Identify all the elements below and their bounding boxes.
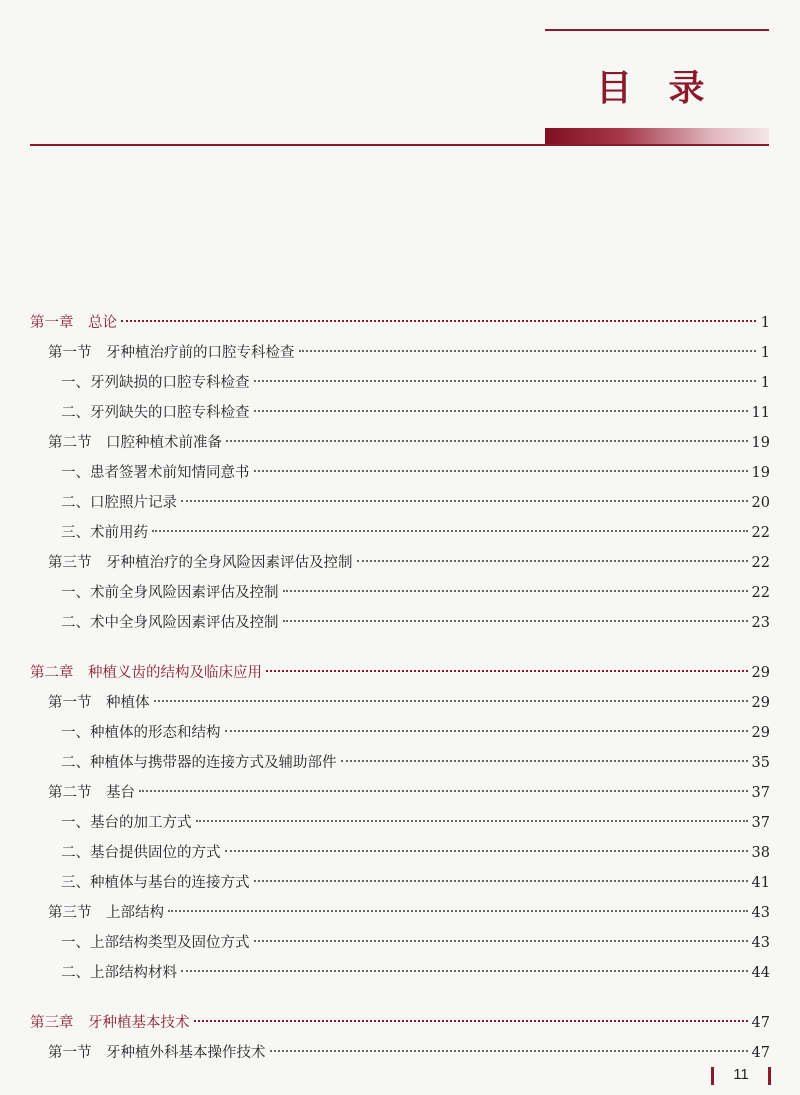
dot-leader [254, 380, 757, 382]
toc-entry-page: 43 [751, 905, 770, 921]
toc-sub-entry[interactable] [30, 518, 770, 548]
toc-entry-page: 35 [751, 755, 770, 771]
toc-entry-page: 23 [751, 615, 770, 631]
toc-section-entry[interactable] [30, 548, 770, 578]
toc-entry-title: 一、种植体的形态和结构 [61, 725, 221, 741]
dot-leader [196, 820, 748, 822]
toc-entry-title: 二、上部结构材料 [61, 965, 177, 981]
dot-leader [154, 700, 748, 702]
header-top-line [545, 29, 769, 31]
toc-entry-page: 29 [751, 695, 770, 711]
toc-entry-title: 二、基台提供固位的方式 [61, 845, 221, 861]
toc-sub-entry[interactable] [30, 718, 770, 748]
toc-entry-page: 19 [751, 465, 770, 481]
dot-leader [226, 440, 748, 442]
toc-chapter-entry[interactable] [30, 1008, 770, 1038]
header-rule [30, 144, 769, 146]
toc-entry-page: 20 [751, 495, 770, 511]
toc-sub-entry[interactable] [30, 488, 770, 518]
toc-section-entry[interactable] [30, 898, 770, 928]
toc-entry-page: 1 [760, 345, 770, 361]
toc-sub-entry[interactable] [30, 838, 770, 868]
toc-entry-title: 三、术前用药 [61, 525, 148, 541]
toc-sub-entry[interactable] [30, 748, 770, 778]
toc-entry-title: 第三节 牙种植治疗的全身风险因素评估及控制 [48, 555, 353, 571]
toc-sub-entry[interactable] [30, 608, 770, 638]
toc-entry-page: 47 [751, 1045, 770, 1061]
dot-leader [139, 790, 748, 792]
toc-entry-title: 一、上部结构类型及固位方式 [61, 935, 250, 951]
toc-section-entry[interactable] [30, 338, 770, 368]
toc-sub-entry[interactable] [30, 958, 770, 988]
dot-leader [254, 940, 748, 942]
dot-leader [225, 730, 748, 732]
dot-leader [283, 620, 748, 622]
toc-section-entry[interactable] [30, 688, 770, 718]
header-gradient-bar [545, 128, 769, 144]
toc-entry-title: 第二章 种植义齿的结构及临床应用 [30, 665, 262, 681]
toc-section-entry[interactable] [30, 1038, 770, 1068]
toc-sub-entry[interactable] [30, 398, 770, 428]
dot-leader [299, 350, 757, 352]
dot-leader [121, 320, 756, 322]
toc-entry-page: 37 [751, 815, 770, 831]
dot-leader [283, 590, 748, 592]
dot-leader [225, 850, 748, 852]
toc-entry-page: 37 [751, 785, 770, 801]
dot-leader [266, 670, 748, 672]
toc-sub-entry[interactable] [30, 868, 770, 898]
toc-entry-page: 43 [751, 935, 770, 951]
toc-entry-title: 一、患者签署术前知情同意书 [61, 465, 250, 481]
toc-section-entry[interactable] [30, 778, 770, 808]
toc-entry-title: 第二节 口腔种植术前准备 [48, 435, 222, 451]
toc-entry-title: 二、种植体与携带器的连接方式及辅助部件 [61, 755, 337, 771]
toc-entry-page: 41 [751, 875, 770, 891]
table-of-contents [30, 308, 770, 1068]
toc-entry-title: 第一节 牙种植治疗前的口腔专科检查 [48, 345, 295, 361]
dot-leader [254, 880, 748, 882]
footer-left-bar [711, 1067, 714, 1085]
dot-leader [254, 470, 748, 472]
toc-entry-title: 一、牙列缺损的口腔专科检查 [61, 375, 250, 391]
toc-entry-page: 1 [760, 315, 770, 331]
dot-leader [168, 910, 748, 912]
toc-sub-entry[interactable] [30, 808, 770, 838]
dot-leader [254, 410, 748, 412]
chapter-gap [30, 988, 770, 1008]
toc-entry-page: 22 [751, 585, 770, 601]
dot-leader [357, 560, 748, 562]
toc-entry-page: 11 [751, 405, 770, 421]
toc-entry-title: 二、牙列缺失的口腔专科检查 [61, 405, 250, 421]
toc-entry-page: 22 [751, 555, 770, 571]
toc-sub-entry[interactable] [30, 368, 770, 398]
toc-entry-page: 29 [751, 725, 770, 741]
toc-sub-entry[interactable] [30, 928, 770, 958]
dot-leader [152, 530, 748, 532]
toc-sub-entry[interactable] [30, 458, 770, 488]
dot-leader [181, 970, 748, 972]
toc-entry-title: 二、口腔照片记录 [61, 495, 177, 511]
toc-entry-title: 第一节 种植体 [48, 695, 150, 711]
toc-sub-entry[interactable] [30, 578, 770, 608]
toc-entry-title: 第三章 牙种植基本技术 [30, 1015, 190, 1031]
toc-entry-page: 1 [760, 375, 770, 391]
footer-right-bar [768, 1067, 771, 1085]
toc-entry-page: 47 [751, 1015, 770, 1031]
toc-entry-page: 44 [751, 965, 770, 981]
chapter-gap [30, 638, 770, 658]
toc-section-entry[interactable] [30, 428, 770, 458]
toc-entry-page: 38 [751, 845, 770, 861]
toc-chapter-entry[interactable] [30, 308, 770, 338]
toc-entry-title: 第三节 上部结构 [48, 905, 164, 921]
toc-entry-page: 19 [751, 435, 770, 451]
toc-entry-page: 29 [751, 665, 770, 681]
dot-leader [181, 500, 748, 502]
dot-leader [270, 1050, 748, 1052]
toc-entry-title: 第一节 牙种植外科基本操作技术 [48, 1045, 266, 1061]
toc-entry-title: 二、术中全身风险因素评估及控制 [61, 615, 279, 631]
toc-entry-title: 三、种植体与基台的连接方式 [61, 875, 250, 891]
toc-entry-title: 第一章 总论 [30, 315, 117, 331]
toc-entry-title: 第二节 基台 [48, 785, 135, 801]
toc-entry-page: 22 [751, 525, 770, 541]
toc-chapter-entry[interactable] [30, 658, 770, 688]
page-number: 11 [733, 1066, 749, 1083]
toc-entry-title: 一、术前全身风险因素评估及控制 [61, 585, 279, 601]
toc-entry-title: 一、基台的加工方式 [61, 815, 192, 831]
dot-leader [194, 1020, 748, 1022]
page-title: 目 录 [596, 68, 717, 109]
dot-leader [341, 760, 748, 762]
